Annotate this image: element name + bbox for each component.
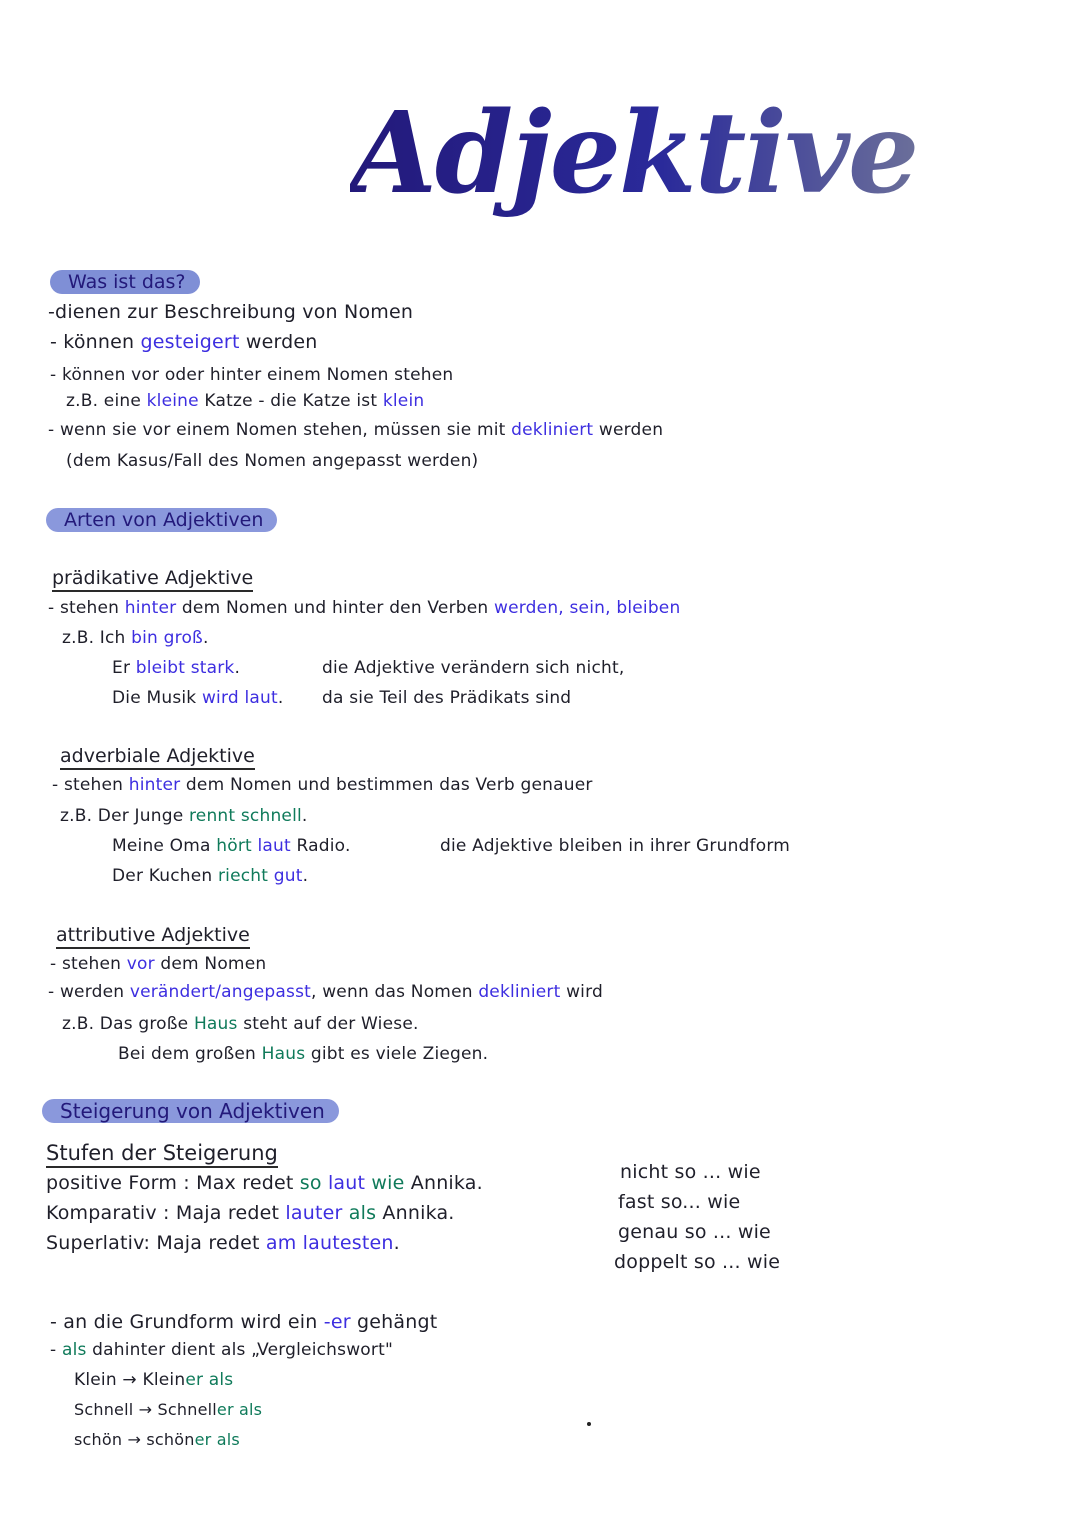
subheading-praedikative: prädikative Adjektive: [52, 567, 253, 592]
definition-line-3: - können vor oder hinter einem Nomen stehen: [50, 365, 454, 385]
definition-line-2: - können gesteigert werden: [50, 331, 318, 353]
subheading-stufen: Stufen der Steigerung: [46, 1141, 278, 1168]
rule-line-1: - an die Grundform wird ein -er gehängt: [50, 1311, 438, 1333]
attr-example-1: z.B. Das große Haus steht auf der Wiese.: [62, 1014, 419, 1034]
steigerung-example-2: Schnell → Schneller als: [74, 1400, 263, 1419]
positive-form-line: positive Form : Max redet so laut wie Annika.: [46, 1172, 483, 1194]
pred-note-2: da sie Teil des Prädikats sind: [322, 688, 572, 708]
attr-line-2: - werden verändert/angepasst, wenn das Nomen dekliniert wird: [48, 982, 603, 1002]
komparativ-line: Komparativ : Maja redet lauter als Annika.: [46, 1202, 455, 1224]
adv-example-2: Meine Oma hört laut Radio.: [112, 836, 351, 856]
adv-example-1: z.B. Der Junge rennt schnell.: [60, 806, 308, 826]
pred-example-2: Er bleibt stark.: [112, 658, 241, 678]
pred-note-1: die Adjektive verändern sich nicht,: [322, 658, 625, 678]
pred-line-1: - stehen hinter dem Nomen und hinter den Verben werden, sein, bleiben: [48, 598, 681, 618]
pred-example-1: z.B. Ich bin groß.: [62, 628, 209, 648]
vergleich-item: doppelt so ... wie: [614, 1251, 781, 1273]
definition-line-4: - wenn sie vor einem Nomen stehen, müssen sie mit dekliniert werden: [48, 420, 664, 440]
pred-example-3: Die Musik wird laut.: [112, 688, 284, 708]
page-title: Adjektive: [350, 88, 918, 219]
section-heading-steigerung: Steigerung von Adjektiven: [42, 1099, 339, 1123]
attr-example-2: Bei dem großen Haus gibt es viele Ziegen.: [118, 1044, 489, 1064]
rule-line-2: - als dahinter dient als „Vergleichswort": [50, 1340, 393, 1360]
vergleich-item: fast so... wie: [618, 1191, 741, 1213]
vergleich-item: genau so ... wie: [618, 1221, 771, 1243]
example-line: z.B. eine kleine Katze - die Katze ist klein: [66, 391, 425, 411]
section-heading-was-ist-das: Was ist das?: [50, 270, 200, 294]
section-heading-arten: Arten von Adjektiven: [46, 508, 277, 532]
vergleich-item: nicht so ... wie: [620, 1161, 761, 1183]
subheading-adverbiale: adverbiale Adjektive: [60, 745, 255, 770]
adv-note: die Adjektive bleiben in ihrer Grundform: [440, 836, 790, 856]
adv-line-1: - stehen hinter dem Nomen und bestimmen das Verb genauer: [52, 775, 593, 795]
attr-line-1: - stehen vor dem Nomen: [50, 954, 267, 974]
adv-example-3: Der Kuchen riecht gut.: [112, 866, 309, 886]
steigerung-example-3: schön → schöner als: [74, 1430, 240, 1449]
superlativ-line: Superlativ: Maja redet am lautesten.: [46, 1232, 400, 1254]
definition-line-1: -dienen zur Beschreibung von Nomen: [48, 301, 414, 323]
stray-dot: [587, 1422, 591, 1426]
subheading-attributive: attributive Adjektive: [56, 924, 250, 949]
steigerung-example-1: Klein → Kleiner als: [74, 1370, 234, 1390]
definition-line-5: (dem Kasus/Fall des Nomen angepasst werden): [66, 451, 479, 471]
